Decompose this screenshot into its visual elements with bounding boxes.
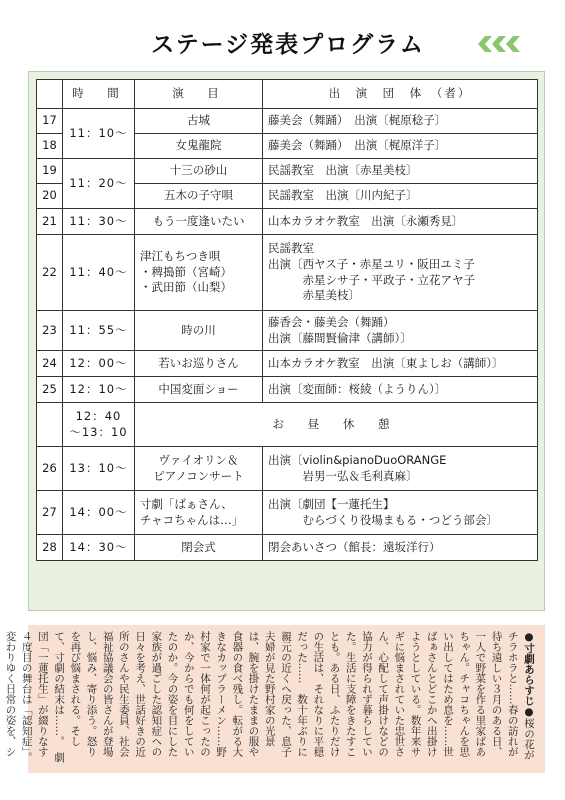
row-program: 時の川	[135, 311, 263, 351]
row-program: 女鬼龍院	[135, 134, 263, 159]
row-performer: 出演〔violin&pianoDuoORANGE 岩男一弘＆毛利真麻〕	[263, 447, 538, 491]
chevron-icon	[478, 36, 492, 52]
table-row	[37, 235, 538, 311]
row-time: 12：00～	[63, 351, 135, 377]
row-number: 17	[37, 109, 63, 134]
lunch-time: 12：40 ～13：10	[63, 403, 135, 447]
row-performer: 藤美会（舞踊） 出演〔梶原稔子〕	[263, 109, 538, 134]
row-program: もう一度逢いたい	[135, 209, 263, 235]
row-program: 古城	[135, 109, 263, 134]
row-number: 20	[37, 184, 63, 209]
row-time: 14：30～	[63, 535, 135, 561]
lunch-row	[37, 403, 538, 447]
header-num	[37, 80, 63, 109]
row-number: 21	[37, 209, 63, 235]
row-time: 11：40～	[63, 235, 135, 311]
synopsis-text	[0, 631, 537, 767]
chevron-icon	[506, 36, 520, 52]
table-row	[37, 447, 538, 491]
row-number	[37, 403, 63, 447]
row-performer: 山本カラオケ教室 出演〔永瀬秀見〕	[263, 209, 538, 235]
row-program: 閉会式	[135, 535, 263, 561]
row-program: 津江もちつき唄 ・稗搗節（宮崎） ・武田節（山梨）	[135, 235, 263, 311]
row-performer: 民謡教室 出演〔川内紀子〕	[263, 184, 538, 209]
row-performer: 藤美会（舞踊） 出演〔梶原洋子〕	[263, 134, 538, 159]
chevron-icon	[492, 36, 506, 52]
row-performer: 民謡教室 出演〔赤星美枝〕	[263, 159, 538, 184]
row-time: 14：00～	[63, 491, 135, 535]
table-row	[37, 209, 538, 235]
row-number: 28	[37, 535, 63, 561]
row-program: ヴァイオリン＆ ピアノコンサート	[135, 447, 263, 491]
table-row	[37, 535, 538, 561]
row-number: 23	[37, 311, 63, 351]
row-program: 五木の子守唄	[135, 184, 263, 209]
schedule-table	[36, 79, 538, 561]
synopsis-body: 桜の花がチラホラと……春の訪れが待ち遠しい３月のある日、一人で野菜を作る里家ばあちゃん。チャコちゃんを思い出してはため息を……世ばぁさんとどこかへ出掛けようとしている。数年来サギに悩まされていた忠世さん、心配して声掛けなどの協力が得られず暮らしていた。生活に支障をきたすことも。ある日、ふたりだけの生活は、それなりに平穏だった…… 数十年ぶりに親元の近くへ戻った、息子夫婦が見た野村家の光景は、腕を掛けたままの服や食器の食べ残し。転がる大きなカップラーメン……野村家で一体何が起こったのか、今からでも何をしていたのか。今の姿を目にした家族が過ごした認知症への日々を考え、世話好きの近所のさんや民生委員、社会福祉協議会の皆さんが登場し、悩み、寄り添う。怒りを再び悩まされる。そして、寸劇の結末は……。 劇団「一蓮托生」が綴りなす４度目の舞台は「認知症」。変わりゆく日常の姿を、シ	[4, 631, 535, 763]
lunch-label: お 昼 休 憩	[135, 403, 538, 447]
table-row	[37, 311, 538, 351]
table-header-row	[37, 80, 538, 109]
row-number: 19	[37, 159, 63, 184]
row-performer: 民謡教室 出演〔西ヤス子・赤星ユリ・阪田ユミ子 赤星シサ子・平政子・立花アヤ子 赤星美枝〕	[263, 235, 538, 311]
row-time: 11：10～	[63, 109, 135, 159]
row-number: 22	[37, 235, 63, 311]
row-number: 27	[37, 491, 63, 535]
table-row	[37, 109, 538, 134]
row-time: 12：10～	[63, 377, 135, 403]
row-performer: 閉会あいさつ（館長：遠坂洋行）	[263, 535, 538, 561]
row-performer: 山本カラオケ教室 出演〔東よしお（講師）〕	[263, 351, 538, 377]
row-program: 十三の砂山	[135, 159, 263, 184]
row-program: 若いお巡りさん	[135, 351, 263, 377]
row-number: 26	[37, 447, 63, 491]
row-time: 11：55～	[63, 311, 135, 351]
row-time: 11：30～	[63, 209, 135, 235]
table-row	[37, 377, 538, 403]
synopsis-box	[4, 625, 545, 773]
row-performer: 出演〔変面師：桜綾（ようりん）〕	[263, 377, 538, 403]
row-number: 18	[37, 134, 63, 159]
table-row	[37, 351, 538, 377]
row-program: 寸劇「ばぁさん、 チャコちゃんは…」	[135, 491, 263, 535]
header-program: 演 目	[135, 80, 263, 109]
row-program: 中国変面ショー	[135, 377, 263, 403]
page-title: ステージ発表プログラム	[151, 32, 425, 58]
table-row	[37, 491, 538, 535]
header-time: 時 間	[63, 80, 135, 109]
row-number: 25	[37, 377, 63, 403]
table-row	[37, 159, 538, 184]
row-number: 24	[37, 351, 63, 377]
synopsis-heading: ●寸劇あらすじ●	[523, 631, 535, 718]
row-time: 13：10～	[63, 447, 135, 491]
header-performer: 出 演 団 体 （者）	[263, 80, 538, 109]
row-time: 11：20～	[63, 159, 135, 209]
row-performer: 出演〔劇団【一蓮托生】 むらづくり役場まもる・つどう部会〕	[263, 491, 538, 535]
row-performer: 藤香会・藤美会（舞踊） 出演〔藤間賢倫津（講師）〕	[263, 311, 538, 351]
